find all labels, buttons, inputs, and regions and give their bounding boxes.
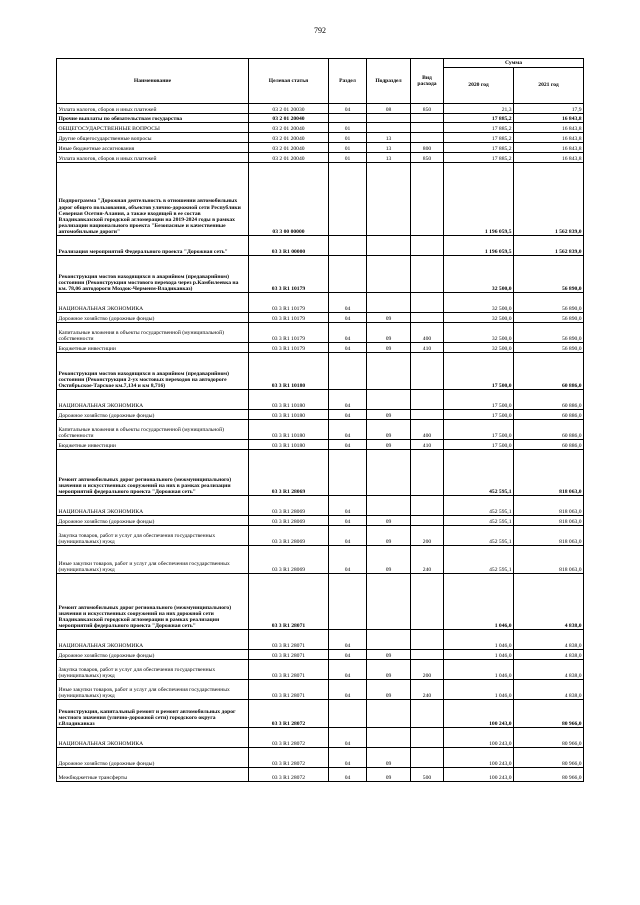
cell-target: 03 2 01 20030 [249,104,329,114]
cell-name: ОБЩЕГОСУДАРСТВЕННЫЕ ВОПРОСЫ [57,123,249,133]
table-row [57,353,584,390]
cell-expense [411,256,444,293]
cell-expense [411,313,444,323]
cell-name: Дорожное хозяйство (дорожные фонды) [57,313,249,323]
cell-2020: 100 243,0 [444,700,514,728]
cell-expense [411,650,444,660]
cell-expense: 240 [411,680,444,700]
cell-2021: 818 063,0 [514,516,584,526]
table-row [57,440,584,450]
cell-name: Дорожное хозяйство (дорожные фонды) [57,650,249,660]
cell-target: 03 3 R1 28069 [249,546,329,574]
cell-section: 04 [329,526,367,546]
cell-expense [411,293,444,313]
cell-subsection [367,353,411,390]
cell-subsection: 09 [367,680,411,700]
table-row [57,293,584,313]
cell-subsection: 09 [367,323,411,343]
cell-expense: 500 [411,768,444,782]
cell-name: НАЦИОНАЛЬНАЯ ЭКОНОМИКА [57,728,249,748]
cell-name: НАЦИОНАЛЬНАЯ ЭКОНОМИКА [57,293,249,313]
cell-target: 03 3 00 00000 [249,163,329,236]
cell-2020: 100 243,0 [444,748,514,768]
cell-target: 03 2 01 20040 [249,143,329,153]
cell-target: 03 3 R1 10180 [249,420,329,440]
cell-name: Уплата налогов, сборов и иных платежей [57,104,249,114]
table-row [57,114,584,123]
cell-section: 04 [329,728,367,748]
cell-subsection: 08 [367,104,411,114]
table-row [57,104,584,114]
cell-section: 04 [329,440,367,450]
cell-section: 04 [329,390,367,410]
cell-2020: 17 885,2 [444,114,514,123]
cell-name: Межбюджетные трансферты [57,768,249,782]
header-expense: Вид расхода [411,59,444,104]
cell-2020: 452 595,1 [444,450,514,496]
table-row [57,680,584,700]
cell-section: 04 [329,313,367,323]
cell-name: Другие общегосударственные вопросы [57,133,249,143]
cell-2021: 818 063,0 [514,496,584,516]
table-row [57,123,584,133]
cell-expense [411,516,444,526]
cell-subsection: 09 [367,546,411,574]
cell-name: НАЦИОНАЛЬНАЯ ЭКОНОМИКА [57,630,249,650]
table-row [57,133,584,143]
cell-2021: 818 063,0 [514,526,584,546]
cell-2020: 452 595,1 [444,546,514,574]
cell-2021: 60 886,0 [514,420,584,440]
cell-2021: 80 966,0 [514,728,584,748]
cell-2020: 21,3 [444,104,514,114]
cell-subsection: 09 [367,768,411,782]
cell-name: Уплата налогов, сборов и иных платежей [57,153,249,163]
cell-expense: 200 [411,526,444,546]
table-row [57,153,584,163]
cell-section [329,256,367,293]
cell-expense: 800 [411,143,444,153]
cell-subsection [367,114,411,123]
cell-2021: 16 843,8 [514,153,584,163]
cell-expense [411,114,444,123]
cell-name: Дорожное хозяйство (дорожные фонды) [57,516,249,526]
cell-target: 03 3 R1 10179 [249,343,329,353]
cell-2021: 80 966,0 [514,700,584,728]
cell-target: 03 3 R1 10179 [249,323,329,343]
table-row [57,748,584,768]
cell-name: Ремонт автомобильных дорог регионального (межмуниципального) значения и искусственных сооружений на них в рамках реализации мероприятий федерального проекта "Дорожная сеть" [57,450,249,496]
cell-2021: 60 886,0 [514,410,584,420]
cell-expense [411,630,444,650]
cell-expense [411,496,444,516]
cell-section: 04 [329,343,367,353]
cell-name: Бюджетные инвестиции [57,343,249,353]
cell-2021: 4 838,0 [514,660,584,680]
cell-expense [411,123,444,133]
cell-2021: 80 966,0 [514,768,584,782]
cell-expense [411,700,444,728]
cell-target: 03 3 R1 28071 [249,630,329,650]
header-subsection: Подраздел [367,59,411,104]
cell-target: 03 3 R1 10179 [249,313,329,323]
cell-name: Дорожное хозяйство (дорожные фонды) [57,748,249,768]
cell-name: Реализация мероприятий Федерального проекта "Дорожная сеть" [57,236,249,256]
cell-section: 04 [329,748,367,768]
cell-2021: 16 843,8 [514,133,584,143]
cell-expense: 410 [411,343,444,353]
cell-target: 03 2 01 20040 [249,114,329,123]
cell-target: 03 3 R1 00000 [249,236,329,256]
header-year-2021: 2021 год [514,68,584,104]
cell-name: Прочие выплаты по обязательствам государства [57,114,249,123]
cell-2020: 1 046,0 [444,630,514,650]
cell-2021: 17,9 [514,104,584,114]
cell-name: НАЦИОНАЛЬНАЯ ЭКОНОМИКА [57,390,249,410]
cell-expense [411,748,444,768]
cell-section: 01 [329,123,367,133]
cell-2020: 1 046,0 [444,680,514,700]
page-number: 792 [314,26,326,35]
cell-name: Подпрограмма "Дорожная деятельность в отношении автомобильных дорог общего пользования, объектов улично-дорожной сети Республики Северная Осетия-Алания, а также входящей в ее состав Владикавказской городской агломерации на 2019-2024 годы в рамках реализации национального проекта "Безопасные и качественные автомобильные дороги" [57,163,249,236]
table-row [57,256,584,293]
cell-expense: 410 [411,440,444,450]
cell-subsection: 09 [367,660,411,680]
cell-target: 03 3 R1 28071 [249,650,329,660]
cell-2021: 60 886,0 [514,390,584,410]
cell-subsection: 09 [367,748,411,768]
cell-section: 04 [329,546,367,574]
cell-2021: 16 843,8 [514,114,584,123]
cell-2020: 1 046,0 [444,650,514,660]
cell-target: 03 3 R1 28072 [249,768,329,782]
cell-subsection [367,574,411,630]
cell-section: 04 [329,104,367,114]
cell-name: Реконструкция, капитальный ремонт и ремонт автомобильных дорог местного значения (улично-дорожной сети) городского округа г.Владикавказ [57,700,249,728]
table-body [57,104,584,782]
cell-2020: 17 885,2 [444,133,514,143]
cell-expense: 240 [411,546,444,574]
cell-2021: 16 843,8 [514,123,584,133]
cell-section: 04 [329,496,367,516]
cell-target: 03 3 R1 28069 [249,516,329,526]
cell-name: Закупка товаров, работ и услуг для обеспечения государственных (муниципальных) нужд [57,526,249,546]
cell-expense: 400 [411,420,444,440]
cell-expense: 850 [411,104,444,114]
cell-2020: 17 885,2 [444,143,514,153]
cell-2020: 32 500,0 [444,293,514,313]
cell-2020: 1 196 059,5 [444,236,514,256]
cell-section: 04 [329,293,367,313]
cell-2021: 818 063,0 [514,450,584,496]
cell-section: 04 [329,323,367,343]
cell-2020: 1 196 059,5 [444,163,514,236]
table-row [57,343,584,353]
table-row [57,323,584,343]
cell-subsection: 09 [367,420,411,440]
cell-section [329,574,367,630]
cell-target: 03 3 R1 10180 [249,410,329,420]
cell-section: 01 [329,133,367,143]
table-row [57,143,584,153]
cell-target: 03 3 R1 28072 [249,700,329,728]
cell-name: Капитальные вложения в объекты государственной (муниципальной) собственности [57,323,249,343]
cell-2021: 56 890,0 [514,313,584,323]
cell-expense [411,163,444,236]
cell-subsection: 09 [367,410,411,420]
cell-subsection [367,293,411,313]
cell-subsection: 09 [367,650,411,660]
cell-2021: 56 890,0 [514,323,584,343]
cell-subsection: 09 [367,526,411,546]
cell-name: Дорожное хозяйство (дорожные фонды) [57,410,249,420]
cell-2020: 1 046,0 [444,660,514,680]
cell-2020: 32 500,0 [444,313,514,323]
header-section: Раздел [329,59,367,104]
cell-2021: 56 890,0 [514,256,584,293]
cell-expense [411,410,444,420]
table-row [57,526,584,546]
table-row [57,313,584,323]
cell-target: 03 3 R1 28071 [249,660,329,680]
cell-2020: 17 885,2 [444,123,514,133]
cell-2020: 17 500,0 [444,353,514,390]
table-row [57,768,584,782]
cell-2021: 80 966,0 [514,748,584,768]
cell-target: 03 3 R1 28069 [249,526,329,546]
table-row [57,546,584,574]
cell-2020: 100 243,0 [444,728,514,748]
cell-subsection: 09 [367,313,411,323]
cell-2021: 16 843,8 [514,143,584,153]
cell-section: 04 [329,410,367,420]
cell-name: Капитальные вложения в объекты государственной (муниципальной) собственности [57,420,249,440]
header-target: Целевая статья [249,59,329,104]
cell-2020: 17 885,2 [444,153,514,163]
cell-name: Иные закупки товаров, работ и услуг для обеспечения государственных (муниципальных) нужд [57,680,249,700]
cell-2021: 4 838,0 [514,680,584,700]
cell-expense: 200 [411,660,444,680]
cell-section: 01 [329,153,367,163]
cell-2020: 452 595,1 [444,526,514,546]
cell-subsection [367,728,411,748]
cell-expense [411,133,444,143]
table-row [57,630,584,650]
cell-section: 04 [329,768,367,782]
cell-expense [411,236,444,256]
cell-section [329,236,367,256]
table-row [57,236,584,256]
cell-subsection [367,163,411,236]
cell-name: Иные закупки товаров, работ и услуг для обеспечения государственных (муниципальных) нужд [57,546,249,574]
table-row [57,420,584,440]
budget-table [56,58,584,782]
table-row [57,410,584,420]
cell-name: Реконструкция мостов находящихся в аварийном (предаварийном) состоянии (Реконструкция 2-ух мостовых переходов на автодороге Октябрьское-Тарское км.7,134 и км 8,716) [57,353,249,390]
cell-target: 03 3 R1 28071 [249,680,329,700]
cell-name: Ремонт автомобильных дорог регионального (межмуниципального) значения и искусственных сооружений на них дорожной сети Владикавказской городской агломерации в рамках реализации мероприятий федерального проекта "Дорожная сеть" [57,574,249,630]
cell-name: Закупка товаров, работ и услуг для обеспечения государственных (муниципальных) нужд [57,660,249,680]
table-row [57,516,584,526]
cell-2020: 100 243,0 [444,768,514,782]
cell-2021: 1 562 839,0 [514,236,584,256]
cell-subsection [367,496,411,516]
header-sum: Сумма [444,59,584,68]
cell-2020: 32 500,0 [444,256,514,293]
cell-target: 03 3 R1 28069 [249,450,329,496]
cell-subsection: 09 [367,516,411,526]
cell-subsection: 13 [367,133,411,143]
cell-2021: 60 886,0 [514,353,584,390]
cell-2021: 1 562 839,0 [514,163,584,236]
table-row [57,163,584,236]
cell-2020: 1 046,0 [444,574,514,630]
cell-expense [411,728,444,748]
cell-2020: 17 500,0 [444,390,514,410]
cell-target: 03 3 R1 28069 [249,496,329,516]
table-row [57,728,584,748]
cell-expense [411,574,444,630]
cell-section: 04 [329,630,367,650]
cell-section [329,700,367,728]
cell-section: 04 [329,650,367,660]
cell-section: 04 [329,420,367,440]
cell-2021: 4 838,0 [514,574,584,630]
cell-target: 03 2 01 20040 [249,133,329,143]
cell-target: 03 2 01 20040 [249,123,329,133]
cell-2020: 17 500,0 [444,410,514,420]
cell-2020: 17 500,0 [444,420,514,440]
cell-name: НАЦИОНАЛЬНАЯ ЭКОНОМИКА [57,496,249,516]
cell-target: 03 3 R1 10180 [249,390,329,410]
cell-2021: 4 838,0 [514,630,584,650]
cell-subsection: 13 [367,153,411,163]
cell-subsection: 09 [367,440,411,450]
cell-target: 03 3 R1 28072 [249,728,329,748]
cell-subsection [367,700,411,728]
cell-target: 03 3 R1 28071 [249,574,329,630]
cell-section: 04 [329,680,367,700]
cell-2021: 56 890,0 [514,343,584,353]
cell-section [329,450,367,496]
cell-expense [411,390,444,410]
cell-2020: 32 500,0 [444,323,514,343]
cell-subsection [367,630,411,650]
cell-section: 04 [329,516,367,526]
table-row [57,574,584,630]
cell-subsection [367,256,411,293]
cell-target: 03 3 R1 10179 [249,256,329,293]
cell-2021: 60 886,0 [514,440,584,450]
header-name: Наименование [57,59,249,104]
cell-2020: 452 595,1 [444,516,514,526]
cell-section [329,353,367,390]
cell-target: 03 3 R1 28072 [249,748,329,768]
cell-2020: 17 500,0 [444,440,514,450]
cell-expense [411,450,444,496]
cell-subsection [367,450,411,496]
cell-subsection [367,236,411,256]
table-header [57,59,584,104]
cell-target: 03 3 R1 10179 [249,293,329,313]
cell-2021: 4 838,0 [514,650,584,660]
cell-section [329,114,367,123]
cell-expense: 400 [411,323,444,343]
cell-name: Бюджетные инвестиции [57,440,249,450]
cell-name: Иные бюджетные ассигнования [57,143,249,153]
cell-2021: 818 063,0 [514,546,584,574]
table-row [57,390,584,410]
header-year-2020: 2020 год [444,68,514,104]
cell-name: Реконструкция мостов находящихся в аварийном (предаварийном) состоянии (Реконструкция мостового перехода через р.Камбилеевка на км. 78,06 автодороги Моздок-Черменм-Владикавказ) [57,256,249,293]
table-row [57,700,584,728]
table-row [57,660,584,680]
cell-target: 03 3 R1 10180 [249,353,329,390]
cell-section [329,163,367,236]
cell-subsection: 09 [367,343,411,353]
cell-target: 03 3 R1 10180 [249,440,329,450]
table-row [57,650,584,660]
cell-subsection [367,390,411,410]
cell-subsection [367,123,411,133]
table-row [57,496,584,516]
cell-2020: 32 500,0 [444,343,514,353]
cell-2020: 452 595,1 [444,496,514,516]
cell-expense [411,353,444,390]
cell-expense: 850 [411,153,444,163]
cell-section: 04 [329,660,367,680]
table-row [57,450,584,496]
cell-2021: 56 890,0 [514,293,584,313]
cell-section: 01 [329,143,367,153]
cell-target: 03 2 01 20040 [249,153,329,163]
cell-subsection: 13 [367,143,411,153]
